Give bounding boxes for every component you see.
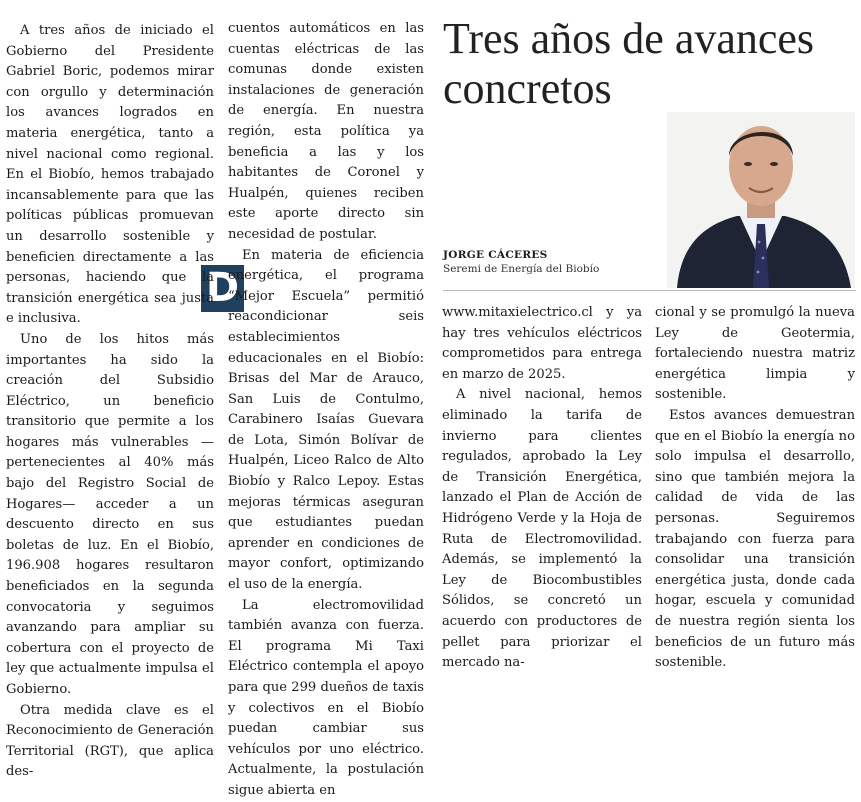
paragraph: cuentos automáticos en las cuentas eléctricas de las comunas donde existen instalaciones de generación de energía. En nuestra región, esta política ya beneficia a las y los habitantes de Coronel y Hualpén, quienes reciben este aporte directo sin necesidad de postular. bbox=[228, 21, 424, 242]
paragraph: cional y se promulgó la nueva Ley de Geotermia, fortaleciendo nuestra matriz energética limpia y sostenible. bbox=[655, 305, 855, 403]
article-headline: Tres años de avances concretos bbox=[443, 14, 815, 113]
divider bbox=[443, 290, 856, 291]
author-role: Seremi de Energía del Biobío bbox=[443, 263, 600, 275]
column-4 bbox=[655, 303, 855, 671]
drop-cap: D bbox=[201, 265, 244, 312]
author-name: JORGE CÁCERES bbox=[443, 249, 548, 261]
paragraph: A nivel nacional, hemos eliminado la tarifa de invierno para clientes regulados, aprobado la Ley de Transición Energética, lanzado el Plan de Acción de Hidrógeno Verde y la Hoja de Ruta de Electromovilidad. Además, se implementó la Ley de Biocombustibles Sólidos, se concretó un acuerdo con productores de pellet para priorizar el mercado na- bbox=[442, 387, 642, 671]
paragraph: En materia de eficiencia energética, el programa “Mejor Escuela” permitió reacondicionar seis establecimientos educacionales en el Biobío: Brisas del Mar de Arauco, San Luis de Contulmo, Carabinero Isaías Guevara de Lota, Simón Bolívar de Hualpén, Liceo Ralco de Alto Biobío y Ralco Lepoy. Estas mejoras térmicas aseguran que estudiantes puedan aprender en condiciones de mayor confort, optimizando el uso de la energía. bbox=[228, 247, 424, 593]
paragraph: www.mitaxielectrico.cl y ya hay tres vehículos eléctricos comprometidos para entrega en marzo de 2025. bbox=[442, 305, 642, 382]
column-3 bbox=[442, 303, 642, 671]
portrait-image bbox=[667, 112, 855, 288]
paragraph: Uno de los hitos más importantes ha sido la creación del Subsidio Eléctrico, un beneficio transitorio que permite a los hogares más vulnerables —pertenecientes al 40% más bajo del Registro Social de Hogares— acceder a un descuento directo en sus boletas de luz. En el Biobío, 196.908 hogares resultaron beneficiados en la segunda convocatoria y seguimos avanzando para ampliar su cobertura con el proyecto de ley que actualmente impulsa el Gobierno. bbox=[6, 331, 214, 697]
column-2 bbox=[228, 0, 424, 798]
column-1 bbox=[6, 0, 214, 780]
paragraph: Otra medida clave es el Reconocimiento de Generación Territorial (RGT), que aplica des- bbox=[6, 702, 214, 780]
paragraph: Estos avances demuestran que en el Biobío la energía no solo impulsa el desarrollo, sino que también mejora la calidad de vida de las personas. Seguiremos trabajando con fuerza para consolidar una transición energética justa, donde cada hogar, escuela y comunidad de nuestra región sienta los beneficios de un futuro más sostenible. bbox=[655, 407, 855, 671]
paragraph: La electromovilidad también avanza con fuerza. El programa Mi Taxi Eléctrico contempla el apoyo para que 299 dueños de taxis y colectivos en el Biobío puedan cambiar sus vehículos por uno eléctrico. Actualmente, la postulación sigue abierta en bbox=[228, 597, 424, 798]
paragraph: A tres años de iniciado el Gobierno del Presidente Gabriel Boric, podemos mirar con orgullo y determinación los avances logrados en materia energética, tanto a nivel nacional como regional. En el Biobío, hemos trabajado incansablemente para que las políticas públicas promuevan un desarrollo sostenible y beneficien directamente a las personas, haciendo que la transición energética sea justa e inclusiva. bbox=[6, 23, 214, 327]
author-photo bbox=[667, 112, 855, 288]
